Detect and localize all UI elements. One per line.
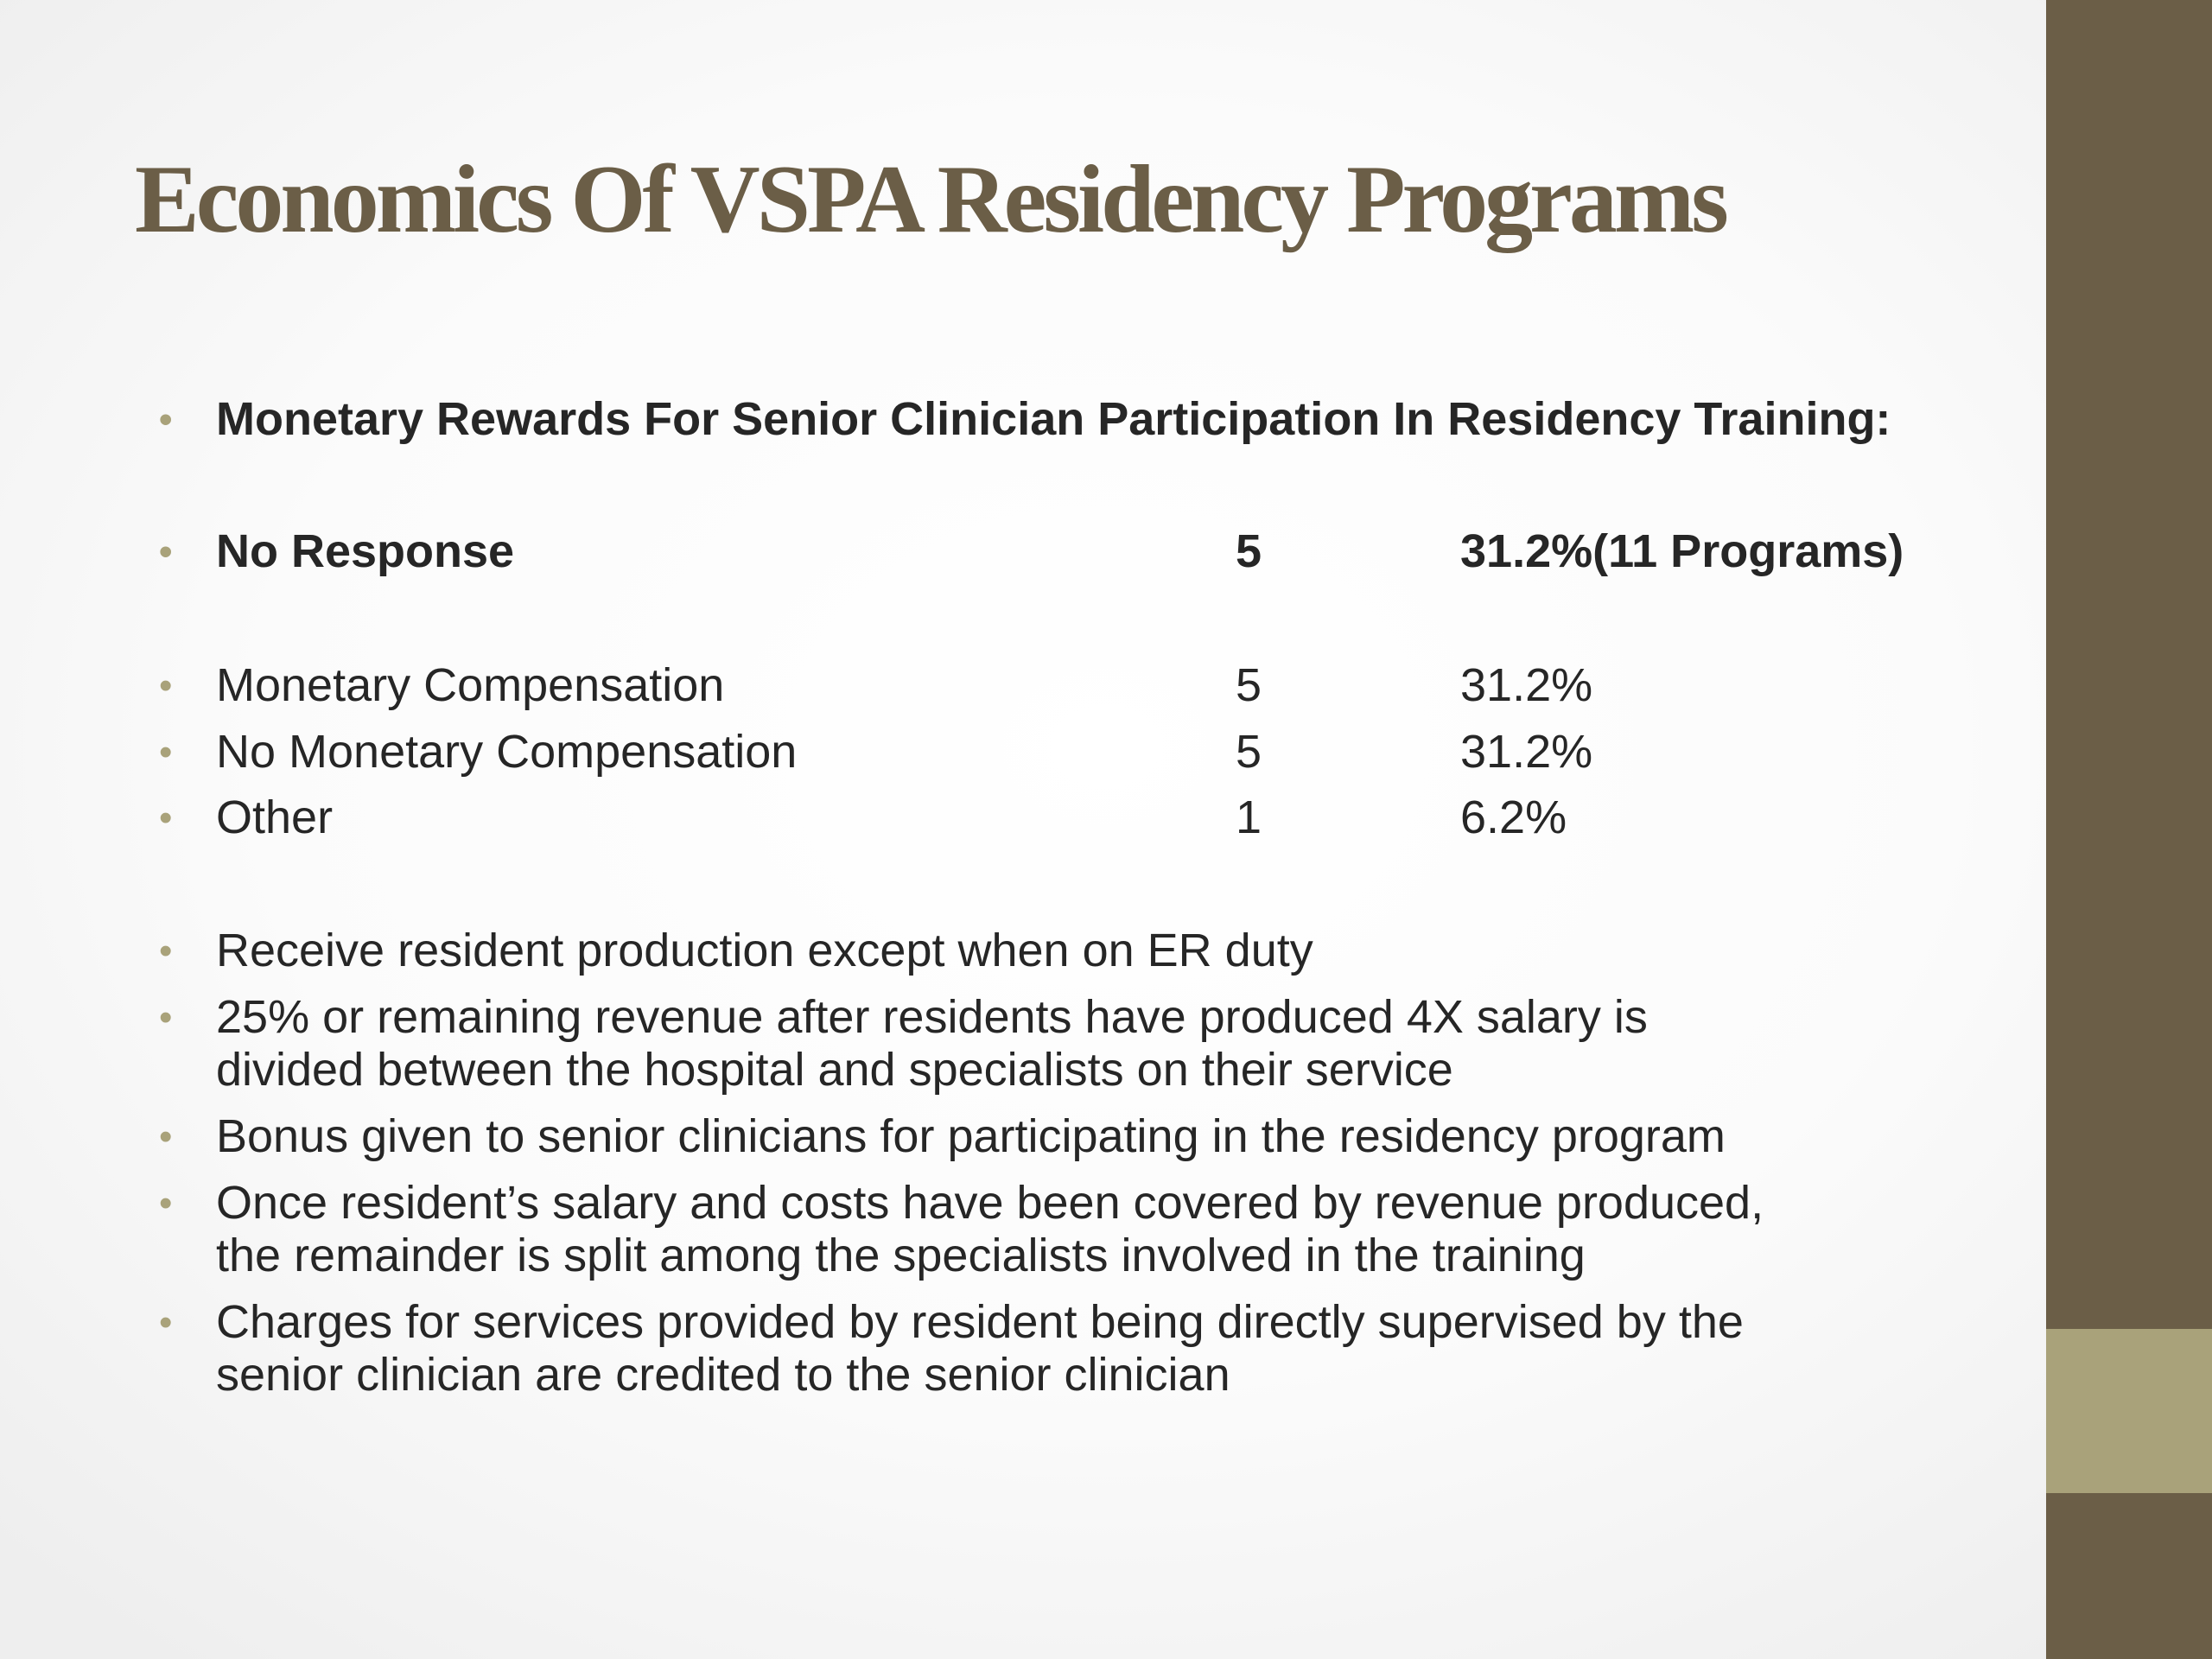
row-label: No Response	[216, 525, 515, 577]
row-count: 5	[1236, 659, 1262, 711]
list-item	[216, 925, 1944, 977]
table-row	[216, 525, 1944, 578]
row-count: 5	[1236, 525, 1262, 577]
row-percent: 31.2%	[1460, 726, 1593, 778]
list-item-line: Charges for services provided by resident being directly supervised by the	[216, 1296, 1744, 1348]
list-item-line: Bonus given to senior clinicians for participating in the residency program	[216, 1110, 1726, 1162]
list-item-line: Receive resident production except when on ER duty	[216, 925, 1313, 976]
slide-title: Economics Of VSPA Residency Programs	[135, 146, 1726, 253]
list-item	[216, 1177, 1944, 1282]
row-percent: 31.2%	[1460, 659, 1593, 711]
row-label: No Monetary Compensation	[216, 726, 798, 778]
row-count: 1	[1236, 791, 1262, 843]
row-label: Monetary Compensation	[216, 659, 725, 711]
table-row	[216, 791, 1944, 844]
list-item-line: senior clinician are credited to the senior clinician	[216, 1349, 1230, 1401]
list-item-line: 25% or remaining revenue after residents have produced 4X salary is	[216, 991, 1648, 1043]
section-heading	[216, 393, 1944, 446]
table-row	[216, 659, 1944, 712]
table-row	[216, 726, 1944, 779]
row-label: Other	[216, 791, 334, 843]
side-decoration-accent	[2046, 1329, 2212, 1493]
list-item-line: Once resident’s salary and costs have been covered by revenue produced,	[216, 1177, 1764, 1229]
list-item-line: the remainder is split among the specialists involved in the training	[216, 1230, 1586, 1281]
list-item-line: divided between the hospital and specialists on their service	[216, 1044, 1453, 1096]
list-item	[216, 991, 1944, 1096]
row-count: 5	[1236, 726, 1262, 778]
list-item	[216, 1296, 1944, 1402]
list-item	[216, 1110, 1944, 1163]
row-percent: 6.2%	[1460, 791, 1567, 843]
row-percent: 31.2%(11 Programs)	[1460, 525, 1904, 577]
section-heading-text: Monetary Rewards For Senior Clinician Participation In Residency Training:	[216, 393, 1891, 445]
